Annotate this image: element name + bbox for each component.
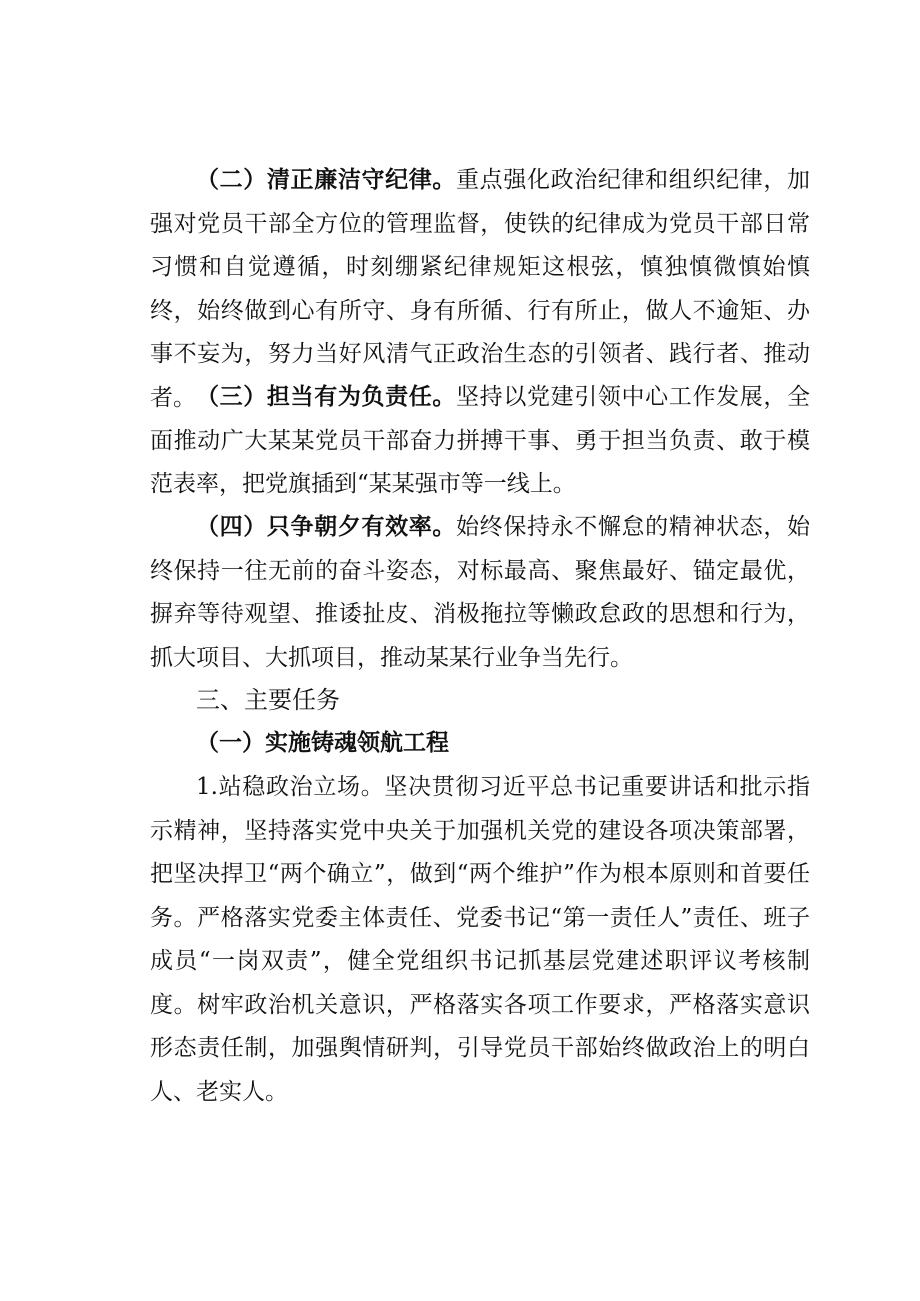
section-heading: 三、主要任务 xyxy=(196,686,340,714)
paragraph-body: 坚持以党建引领中心工作发展，全面推动广大某某党员干部奋力拼搏干事、勇于担当负责、敢于模范表率，把党旗插到“某某强市等一线上。 xyxy=(150,384,811,497)
paragraph-responsibility xyxy=(150,376,810,507)
paragraph-lead: （二）清正廉洁守纪律。 xyxy=(196,167,457,193)
paragraph-lead: （四）只争朝夕有效率。 xyxy=(196,514,457,540)
paragraph-efficiency xyxy=(150,506,810,680)
paragraph-lead: （三）担当有为负责任。 xyxy=(196,384,457,410)
paragraph-political-stance: 1.站稳政治立场。坚决贯彻习近平总书记重要讲话和批示指示精神，坚持落实党中央关于加强机关党的建设各项决策部署，把坚决捍卫“两个确立”，做到“两个维护”作为根本原则和首要任务。严格落实党委主体责任、党委书记“第一责任人”责任、班子成员“一岗双责”，健全党组织书记抓基层党建述职评议考核制度。树牢政治机关意识，严格落实各项工作要求，严格落实意识形态责任制，加强舆情研判，引导党员干部始终做政治上的明白人、老实人。 xyxy=(150,774,810,1105)
subsection-heading: （一）实施铸魂领航工程 xyxy=(196,729,449,756)
paragraph-body: 始终保持永不懈怠的精神状态，始终保持一往无前的奋斗姿态，对标最高、聚焦最好、锚定最优，摒弃等待观望、推诿扯皮、消极拖拉等懒政怠政的思想和行为，抓大项目、大抓项目，推动某某行业争当先行。 xyxy=(150,514,811,671)
paragraph-body: 重点强化政治纪律和组织纪律，加强对党员干部全方位的管理监督，使铁的纪律成为党员干部日常习惯和自觉遵循，时刻绷紧纪律规矩这根弦，慎独慎微慎始慎终，始终做到心有所守、身有所循、行有所止，做人不逾矩、办事不妄为，努力当好风清气正政治生态的引领者、践行者、推动者。 xyxy=(150,167,811,411)
